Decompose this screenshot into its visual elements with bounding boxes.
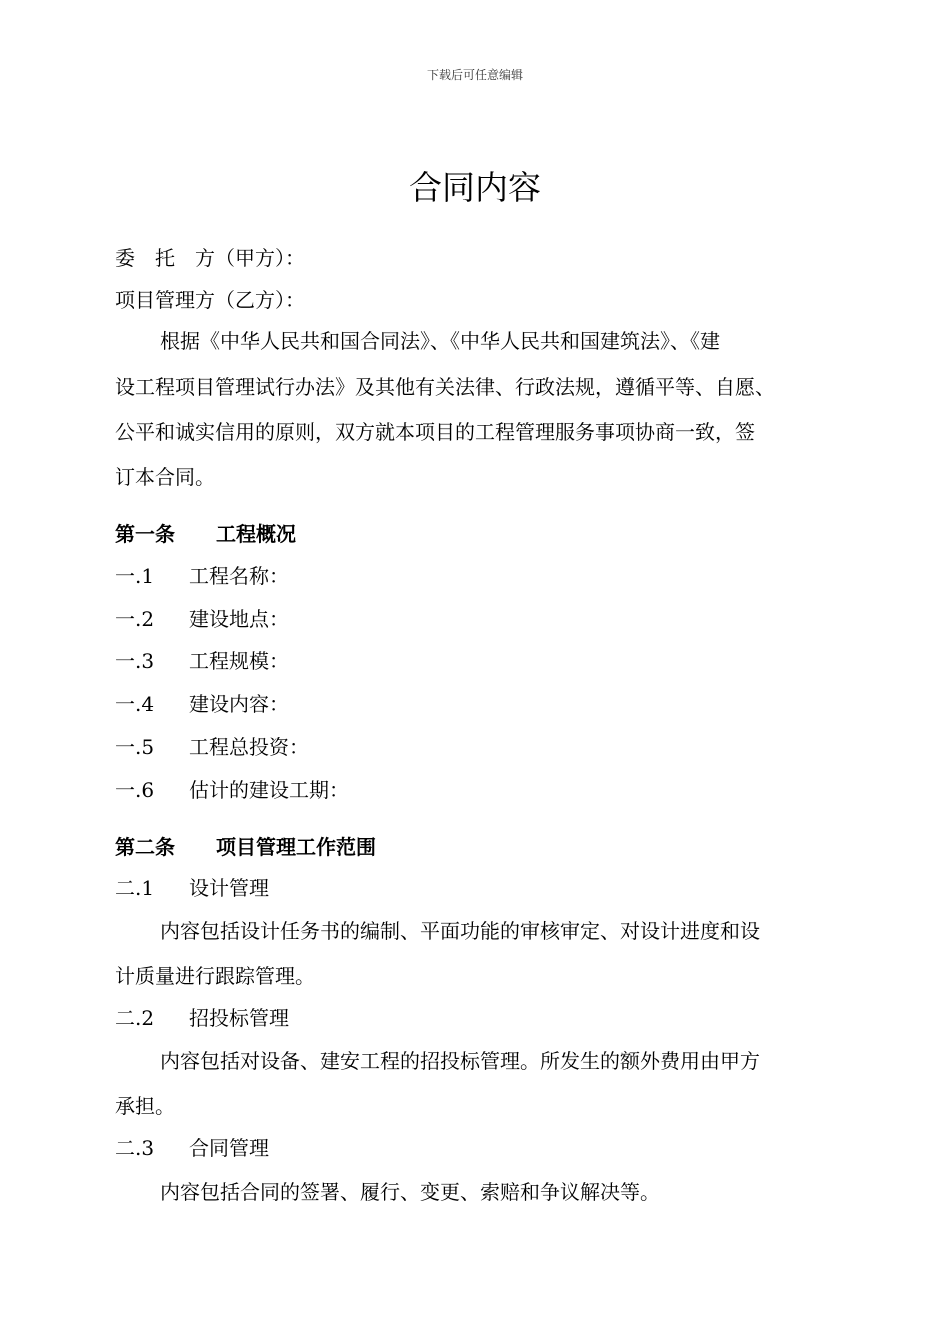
- preamble-line: 根据《中华人民共和国合同法》、《中华人民共和国建筑法》、《建: [160, 329, 720, 353]
- section-title: 招投标管理: [189, 1006, 289, 1030]
- item-text: 估计的建设工期：: [189, 778, 349, 802]
- section-body-line: 内容包括设计任务书的编制、平面功能的审核审定、对设计进度和设: [160, 919, 760, 943]
- item-number: 一.5: [115, 735, 155, 759]
- section-body-line: 内容包括对设备、建安工程的招投标管理。所发生的额外费用由甲方: [160, 1049, 760, 1073]
- section-body-line: 承担。: [115, 1094, 175, 1118]
- section-number: 二.3: [115, 1136, 155, 1160]
- section-heading: [115, 1136, 269, 1160]
- item-number: 一.6: [115, 778, 155, 802]
- article-2-title: 项目管理工作范围: [216, 835, 376, 859]
- section-title: 设计管理: [189, 876, 269, 900]
- item-text: 工程总投资：: [189, 735, 309, 759]
- section-number: 二.1: [115, 876, 155, 900]
- article-1-title: 工程概况: [216, 522, 296, 546]
- preamble-line: 订本合同。: [115, 465, 215, 489]
- item-text: 建设内容：: [189, 692, 289, 716]
- article-1-item: [115, 607, 289, 631]
- item-number: 一.4: [115, 692, 155, 716]
- preamble-line: 设工程项目管理试行办法》及其他有关法律、行政法规，遵循平等、自愿、: [115, 375, 775, 399]
- section-title: 合同管理: [189, 1136, 269, 1160]
- article-1-item: [115, 564, 289, 588]
- client-party-line: 委 托 方（甲方）：: [115, 246, 305, 270]
- section-heading: [115, 1006, 289, 1030]
- document-title: 合同内容: [409, 168, 541, 207]
- article-1-item: [115, 778, 349, 802]
- article-1-heading: [115, 522, 296, 546]
- manager-party-line: 项目管理方（乙方）：: [115, 288, 305, 312]
- article-1-item: [115, 692, 289, 716]
- section-body-line: 内容包括合同的签署、履行、变更、索赔和争议解决等。: [160, 1180, 660, 1204]
- section-body-line: 计质量进行跟踪管理。: [115, 964, 315, 988]
- item-number: 一.2: [115, 607, 155, 631]
- article-1-number: 第一条: [115, 522, 175, 546]
- item-text: 建设地点：: [189, 607, 289, 631]
- article-1-item: [115, 735, 309, 759]
- section-heading: [115, 876, 269, 900]
- header-note: 下载后可任意编辑: [426, 68, 523, 82]
- article-2-number: 第二条: [115, 835, 175, 859]
- preamble-line: 公平和诚实信用的原则，双方就本项目的工程管理服务事项协商一致，签: [115, 420, 755, 444]
- item-text: 工程名称：: [189, 564, 289, 588]
- section-number: 二.2: [115, 1006, 155, 1030]
- article-2-heading: [115, 835, 376, 859]
- item-number: 一.3: [115, 649, 155, 673]
- article-1-item: [115, 649, 289, 673]
- item-text: 工程规模：: [189, 649, 289, 673]
- item-number: 一.1: [115, 564, 155, 588]
